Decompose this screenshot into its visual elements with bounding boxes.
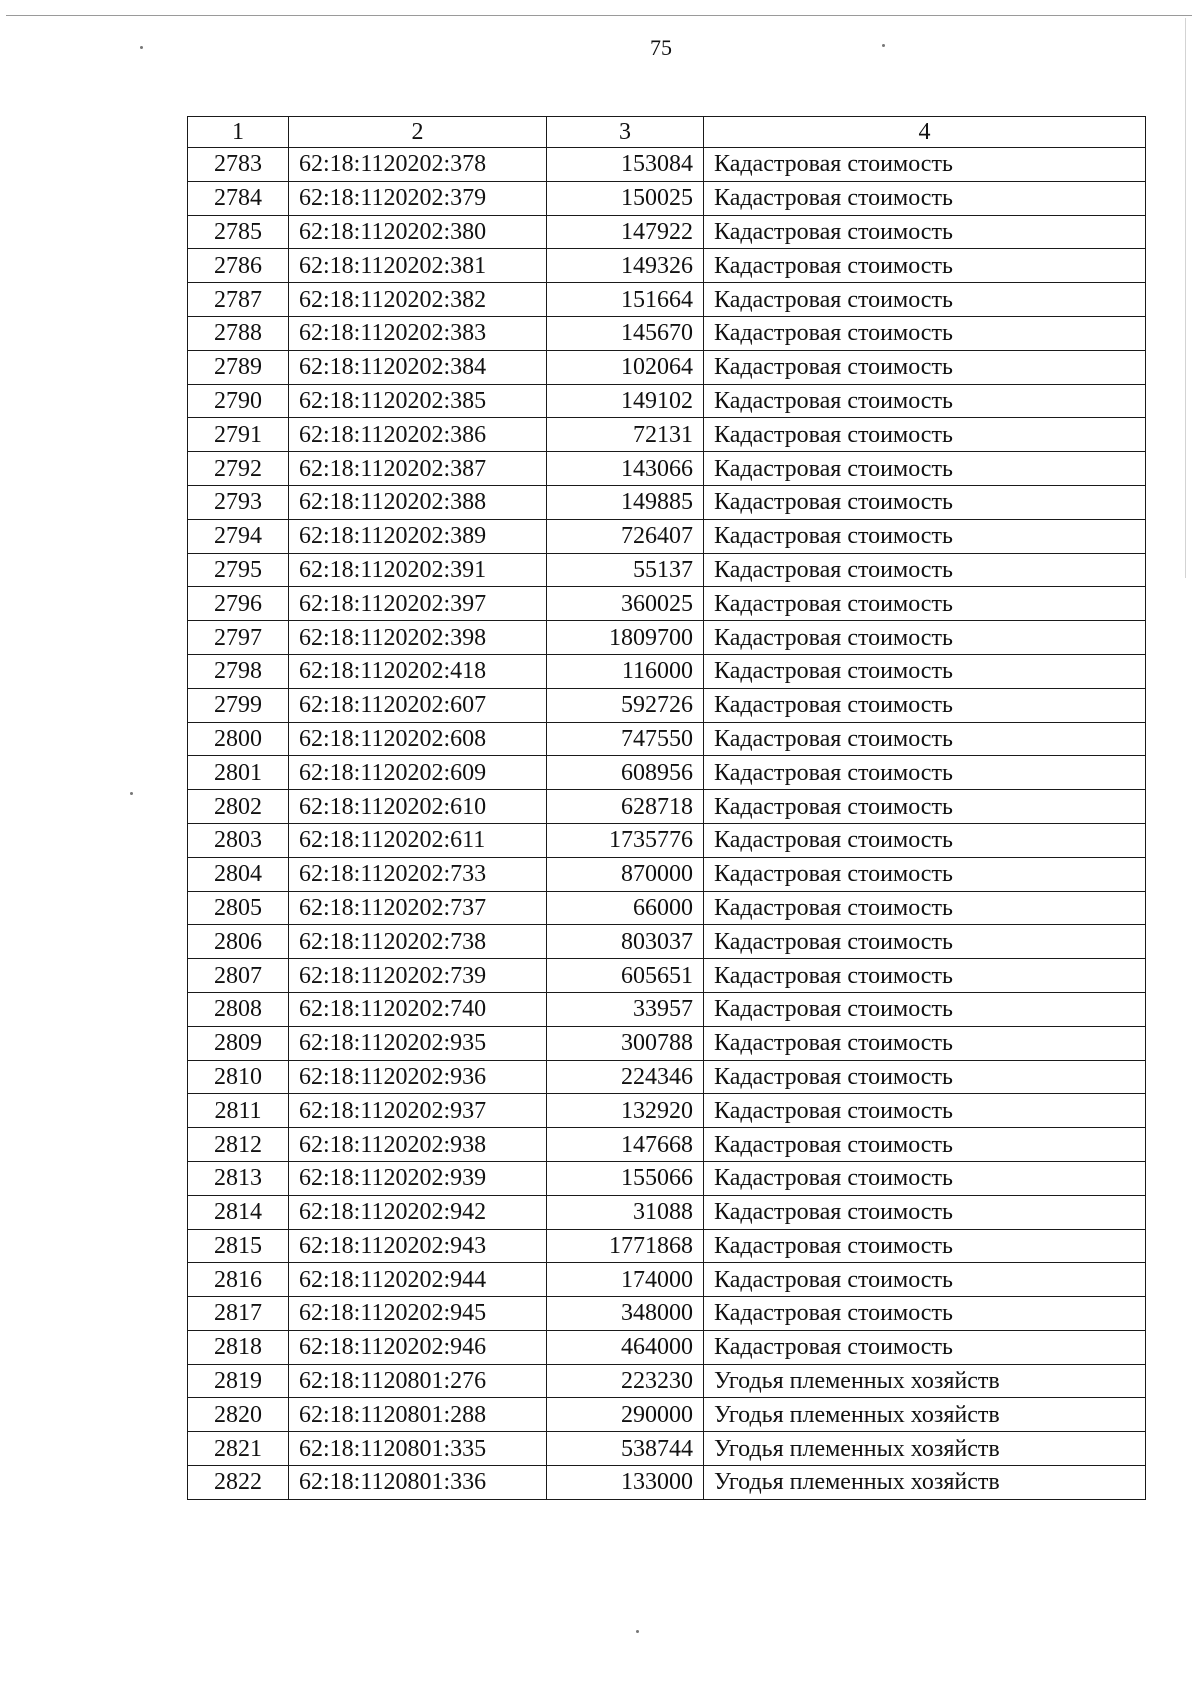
description-cell: Кадастровая стоимость (704, 688, 1146, 722)
cadastral-number-cell: 62:18:1120202:391 (289, 553, 547, 587)
row-number-cell: 2786 (188, 249, 289, 283)
table-row (188, 1297, 1146, 1331)
description-cell: Кадастровая стоимость (704, 1060, 1146, 1094)
value-cell: 1735776 (547, 823, 704, 857)
row-number-cell: 2785 (188, 215, 289, 249)
cadastral-number-cell: 62:18:1120202:386 (289, 418, 547, 452)
value-cell: 31088 (547, 1195, 704, 1229)
row-number-cell: 2798 (188, 654, 289, 688)
scan-speck (140, 46, 143, 49)
table-row (188, 1263, 1146, 1297)
value-cell: 538744 (547, 1432, 704, 1466)
value-cell: 55137 (547, 553, 704, 587)
column-header: 2 (289, 117, 547, 148)
scan-speck (130, 792, 133, 795)
column-header: 3 (547, 117, 704, 148)
row-number-cell: 2822 (188, 1466, 289, 1500)
row-number-cell: 2805 (188, 891, 289, 925)
table-row (188, 790, 1146, 824)
row-number-cell: 2797 (188, 621, 289, 655)
description-cell: Кадастровая стоимость (704, 452, 1146, 486)
cadastral-number-cell: 62:18:1120202:945 (289, 1297, 547, 1331)
table-row (188, 553, 1146, 587)
value-cell: 1809700 (547, 621, 704, 655)
table-row (188, 823, 1146, 857)
description-cell: Кадастровая стоимость (704, 148, 1146, 182)
cadastral-number-cell: 62:18:1120801:276 (289, 1364, 547, 1398)
cadastral-number-cell: 62:18:1120202:733 (289, 857, 547, 891)
data-table (187, 116, 1146, 1500)
row-number-cell: 2801 (188, 756, 289, 790)
table-row (188, 722, 1146, 756)
description-cell: Угодья племенных хозяйств (704, 1398, 1146, 1432)
row-number-cell: 2790 (188, 384, 289, 418)
table-row (188, 485, 1146, 519)
description-cell: Кадастровая стоимость (704, 1263, 1146, 1297)
value-cell: 147668 (547, 1128, 704, 1162)
description-cell: Угодья племенных хозяйств (704, 1432, 1146, 1466)
table-row (188, 1195, 1146, 1229)
cadastral-number-cell: 62:18:1120202:740 (289, 992, 547, 1026)
table-row (188, 992, 1146, 1026)
cadastral-number-cell: 62:18:1120801:336 (289, 1466, 547, 1500)
description-cell: Кадастровая стоимость (704, 992, 1146, 1026)
cadastral-number-cell: 62:18:1120202:379 (289, 181, 547, 215)
description-cell: Кадастровая стоимость (704, 316, 1146, 350)
table-header-row (188, 117, 1146, 148)
cadastral-number-cell: 62:18:1120202:944 (289, 1263, 547, 1297)
table-row (188, 1229, 1146, 1263)
value-cell: 149102 (547, 384, 704, 418)
value-cell: 147922 (547, 215, 704, 249)
row-number-cell: 2804 (188, 857, 289, 891)
value-cell: 149326 (547, 249, 704, 283)
table-row (188, 1466, 1146, 1500)
row-number-cell: 2788 (188, 316, 289, 350)
value-cell: 605651 (547, 959, 704, 993)
scan-edge-line (1185, 18, 1186, 578)
description-cell: Кадастровая стоимость (704, 350, 1146, 384)
table-row (188, 350, 1146, 384)
value-cell: 153084 (547, 148, 704, 182)
value-cell: 300788 (547, 1026, 704, 1060)
row-number-cell: 2821 (188, 1432, 289, 1466)
table-row (188, 452, 1146, 486)
cadastral-number-cell: 62:18:1120202:387 (289, 452, 547, 486)
row-number-cell: 2810 (188, 1060, 289, 1094)
table-row (188, 857, 1146, 891)
description-cell: Кадастровая стоимость (704, 621, 1146, 655)
row-number-cell: 2802 (188, 790, 289, 824)
cadastral-number-cell: 62:18:1120202:939 (289, 1161, 547, 1195)
table-row (188, 1330, 1146, 1364)
value-cell: 155066 (547, 1161, 704, 1195)
table-row (188, 654, 1146, 688)
cadastral-number-cell: 62:18:1120202:737 (289, 891, 547, 925)
description-cell: Кадастровая стоимость (704, 249, 1146, 283)
value-cell: 464000 (547, 1330, 704, 1364)
description-cell: Кадастровая стоимость (704, 215, 1146, 249)
row-number-cell: 2800 (188, 722, 289, 756)
description-cell: Кадастровая стоимость (704, 485, 1146, 519)
description-cell: Кадастровая стоимость (704, 181, 1146, 215)
table-row (188, 1364, 1146, 1398)
table-row (188, 249, 1146, 283)
row-number-cell: 2817 (188, 1297, 289, 1331)
cadastral-number-cell: 62:18:1120202:946 (289, 1330, 547, 1364)
row-number-cell: 2789 (188, 350, 289, 384)
description-cell: Кадастровая стоимость (704, 519, 1146, 553)
value-cell: 33957 (547, 992, 704, 1026)
description-cell: Кадастровая стоимость (704, 1026, 1146, 1060)
cadastral-number-cell: 62:18:1120202:397 (289, 587, 547, 621)
row-number-cell: 2813 (188, 1161, 289, 1195)
description-cell: Кадастровая стоимость (704, 722, 1146, 756)
row-number-cell: 2811 (188, 1094, 289, 1128)
description-cell: Угодья племенных хозяйств (704, 1466, 1146, 1500)
cadastral-number-cell: 62:18:1120202:937 (289, 1094, 547, 1128)
value-cell: 133000 (547, 1466, 704, 1500)
value-cell: 72131 (547, 418, 704, 452)
description-cell: Кадастровая стоимость (704, 1297, 1146, 1331)
row-number-cell: 2808 (188, 992, 289, 1026)
description-cell: Кадастровая стоимость (704, 790, 1146, 824)
description-cell: Кадастровая стоимость (704, 1128, 1146, 1162)
value-cell: 150025 (547, 181, 704, 215)
row-number-cell: 2795 (188, 553, 289, 587)
cadastral-number-cell: 62:18:1120801:335 (289, 1432, 547, 1466)
value-cell: 145670 (547, 316, 704, 350)
row-number-cell: 2792 (188, 452, 289, 486)
table-row (188, 181, 1146, 215)
value-cell: 360025 (547, 587, 704, 621)
table-row (188, 148, 1146, 182)
cadastral-number-cell: 62:18:1120202:418 (289, 654, 547, 688)
row-number-cell: 2815 (188, 1229, 289, 1263)
value-cell: 151664 (547, 283, 704, 317)
cadastral-number-cell: 62:18:1120202:385 (289, 384, 547, 418)
scan-border-line (6, 15, 1192, 16)
description-cell: Кадастровая стоимость (704, 925, 1146, 959)
cadastral-number-cell: 62:18:1120202:935 (289, 1026, 547, 1060)
value-cell: 116000 (547, 654, 704, 688)
table-row (188, 384, 1146, 418)
cadastral-number-cell: 62:18:1120202:381 (289, 249, 547, 283)
table-row (188, 587, 1146, 621)
description-cell: Кадастровая стоимость (704, 1094, 1146, 1128)
table-row (188, 283, 1146, 317)
value-cell: 803037 (547, 925, 704, 959)
description-cell: Кадастровая стоимость (704, 418, 1146, 452)
value-cell: 608956 (547, 756, 704, 790)
cadastral-number-cell: 62:18:1120202:398 (289, 621, 547, 655)
cadastral-number-cell: 62:18:1120202:384 (289, 350, 547, 384)
value-cell: 143066 (547, 452, 704, 486)
table-row (188, 519, 1146, 553)
table-row (188, 688, 1146, 722)
row-number-cell: 2806 (188, 925, 289, 959)
table-row (188, 1128, 1146, 1162)
description-cell: Кадастровая стоимость (704, 384, 1146, 418)
cadastral-number-cell: 62:18:1120202:610 (289, 790, 547, 824)
row-number-cell: 2794 (188, 519, 289, 553)
row-number-cell: 2793 (188, 485, 289, 519)
value-cell: 870000 (547, 857, 704, 891)
value-cell: 102064 (547, 350, 704, 384)
table-row (188, 621, 1146, 655)
description-cell: Кадастровая стоимость (704, 1161, 1146, 1195)
row-number-cell: 2803 (188, 823, 289, 857)
value-cell: 132920 (547, 1094, 704, 1128)
row-number-cell: 2796 (188, 587, 289, 621)
row-number-cell: 2787 (188, 283, 289, 317)
cadastral-number-cell: 62:18:1120202:609 (289, 756, 547, 790)
value-cell: 726407 (547, 519, 704, 553)
value-cell: 290000 (547, 1398, 704, 1432)
table-row (188, 215, 1146, 249)
table-row (188, 1094, 1146, 1128)
description-cell: Кадастровая стоимость (704, 823, 1146, 857)
row-number-cell: 2791 (188, 418, 289, 452)
table-row (188, 1026, 1146, 1060)
row-number-cell: 2819 (188, 1364, 289, 1398)
table-row (188, 418, 1146, 452)
value-cell: 348000 (547, 1297, 704, 1331)
row-number-cell: 2809 (188, 1026, 289, 1060)
row-number-cell: 2820 (188, 1398, 289, 1432)
value-cell: 628718 (547, 790, 704, 824)
cadastral-number-cell: 62:18:1120202:611 (289, 823, 547, 857)
cadastral-number-cell: 62:18:1120202:938 (289, 1128, 547, 1162)
cadastral-number-cell: 62:18:1120202:388 (289, 485, 547, 519)
row-number-cell: 2812 (188, 1128, 289, 1162)
description-cell: Кадастровая стоимость (704, 857, 1146, 891)
table-row (188, 756, 1146, 790)
cadastral-number-cell: 62:18:1120202:943 (289, 1229, 547, 1263)
row-number-cell: 2783 (188, 148, 289, 182)
page-number: 75 (650, 35, 672, 60)
table-row (188, 1161, 1146, 1195)
column-header: 4 (704, 117, 1146, 148)
column-header: 1 (188, 117, 289, 148)
cadastral-number-cell: 62:18:1120202:738 (289, 925, 547, 959)
table-row (188, 316, 1146, 350)
description-cell: Кадастровая стоимость (704, 283, 1146, 317)
value-cell: 66000 (547, 891, 704, 925)
row-number-cell: 2816 (188, 1263, 289, 1297)
cadastral-number-cell: 62:18:1120801:288 (289, 1398, 547, 1432)
description-cell: Кадастровая стоимость (704, 1195, 1146, 1229)
description-cell: Кадастровая стоимость (704, 1330, 1146, 1364)
row-number-cell: 2814 (188, 1195, 289, 1229)
description-cell: Кадастровая стоимость (704, 891, 1146, 925)
table-body (188, 148, 1146, 1500)
value-cell: 223230 (547, 1364, 704, 1398)
row-number-cell: 2799 (188, 688, 289, 722)
description-cell: Кадастровая стоимость (704, 553, 1146, 587)
description-cell: Кадастровая стоимость (704, 756, 1146, 790)
value-cell: 174000 (547, 1263, 704, 1297)
description-cell: Кадастровая стоимость (704, 959, 1146, 993)
table-row (188, 1432, 1146, 1466)
value-cell: 592726 (547, 688, 704, 722)
description-cell: Угодья племенных хозяйств (704, 1364, 1146, 1398)
value-cell: 747550 (547, 722, 704, 756)
description-cell: Кадастровая стоимость (704, 1229, 1146, 1263)
table-row (188, 959, 1146, 993)
value-cell: 224346 (547, 1060, 704, 1094)
cadastral-number-cell: 62:18:1120202:739 (289, 959, 547, 993)
row-number-cell: 2784 (188, 181, 289, 215)
row-number-cell: 2807 (188, 959, 289, 993)
cadastral-number-cell: 62:18:1120202:380 (289, 215, 547, 249)
cadastral-number-cell: 62:18:1120202:378 (289, 148, 547, 182)
cadastral-number-cell: 62:18:1120202:382 (289, 283, 547, 317)
cadastral-number-cell: 62:18:1120202:383 (289, 316, 547, 350)
table-row (188, 1060, 1146, 1094)
cadastral-number-cell: 62:18:1120202:607 (289, 688, 547, 722)
table-row (188, 925, 1146, 959)
cadastral-number-cell: 62:18:1120202:389 (289, 519, 547, 553)
cadastral-number-cell: 62:18:1120202:608 (289, 722, 547, 756)
value-cell: 1771868 (547, 1229, 704, 1263)
scan-speck (882, 44, 885, 47)
table-row (188, 1398, 1146, 1432)
cadastral-number-cell: 62:18:1120202:942 (289, 1195, 547, 1229)
table-row (188, 891, 1146, 925)
description-cell: Кадастровая стоимость (704, 587, 1146, 621)
scan-speck (636, 1630, 639, 1633)
description-cell: Кадастровая стоимость (704, 654, 1146, 688)
cadastral-number-cell: 62:18:1120202:936 (289, 1060, 547, 1094)
value-cell: 149885 (547, 485, 704, 519)
row-number-cell: 2818 (188, 1330, 289, 1364)
